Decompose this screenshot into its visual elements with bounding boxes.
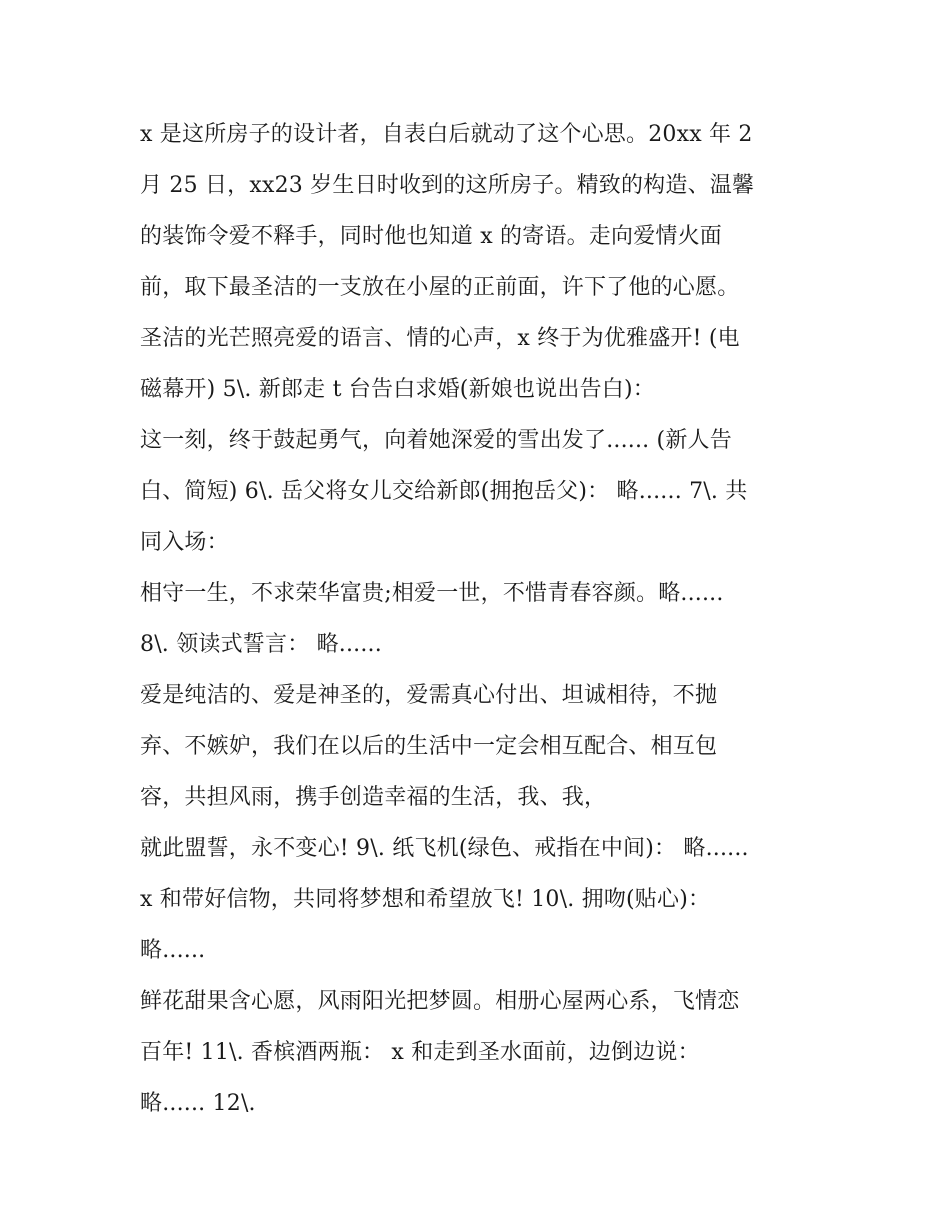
text-line: 容，共担风雨，携手创造幸福的生活，我、我， [140,785,607,810]
text-line: x 是这所房子的设计者，自表白后就动了这个心思。20xx 年 2 [140,122,753,147]
text-line: 鲜花甜果含心愿，风雨阳光把梦圆。相册心屋两心系，飞情恋 [140,989,740,1014]
text-line: 略...... 12\. [140,1091,256,1116]
text-line: 的装饰令爱不释手，同时他也知道 x 的寄语。走向爱情火面 [140,224,722,249]
text-line: 百年! 11\. 香槟酒两瓶： x 和走到圣水面前，边倒边说： [140,1040,700,1065]
text-line: 相守一生，不求荣华富贵;相爱一世，不惜青春容颜。略...... [140,581,724,606]
text-line: 白、简短) 6\. 岳父将女儿交给新郎(拥抱岳父)： 略...... 7\. 共 [140,479,748,504]
text-line: 弃、不嫉妒，我们在以后的生活中一定会相互配合、相互包 [140,734,718,759]
text-line: 月 25 日，xx23 岁生日时收到的这所房子。精致的构造、温馨 [140,173,755,198]
text-line: x 和带好信物，共同将梦想和希望放飞! 10\. 拥吻(贴心)： [140,887,711,912]
text-line: 略...... [140,938,206,963]
text-line: 这一刻，终于鼓起勇气，向着她深爱的雪出发了...... (新人告 [140,428,732,453]
text-line: 圣洁的光芒照亮爱的语言、情的心声，x 终于为优雅盛开! (电 [140,326,740,351]
text-line: 就此盟誓，永不变心! 9\. 纸飞机(绿色、戒指在中间)： 略...... [140,836,749,861]
text-line: 8\. 领读式誓言： 略...... [140,632,382,657]
text-line: 前，取下最圣洁的一支放在小屋的正前面，许下了他的心愿。 [140,275,740,300]
text-line: 同入场： [140,530,229,555]
text-line: 磁幕开) 5\. 新郎走 t 台告白求婚(新娘也说出告白)： [140,377,655,402]
document-body [140,109,820,1129]
text-line: 爱是纯洁的、爱是神圣的，爱需真心付出、坦诚相待，不抛 [140,683,718,708]
